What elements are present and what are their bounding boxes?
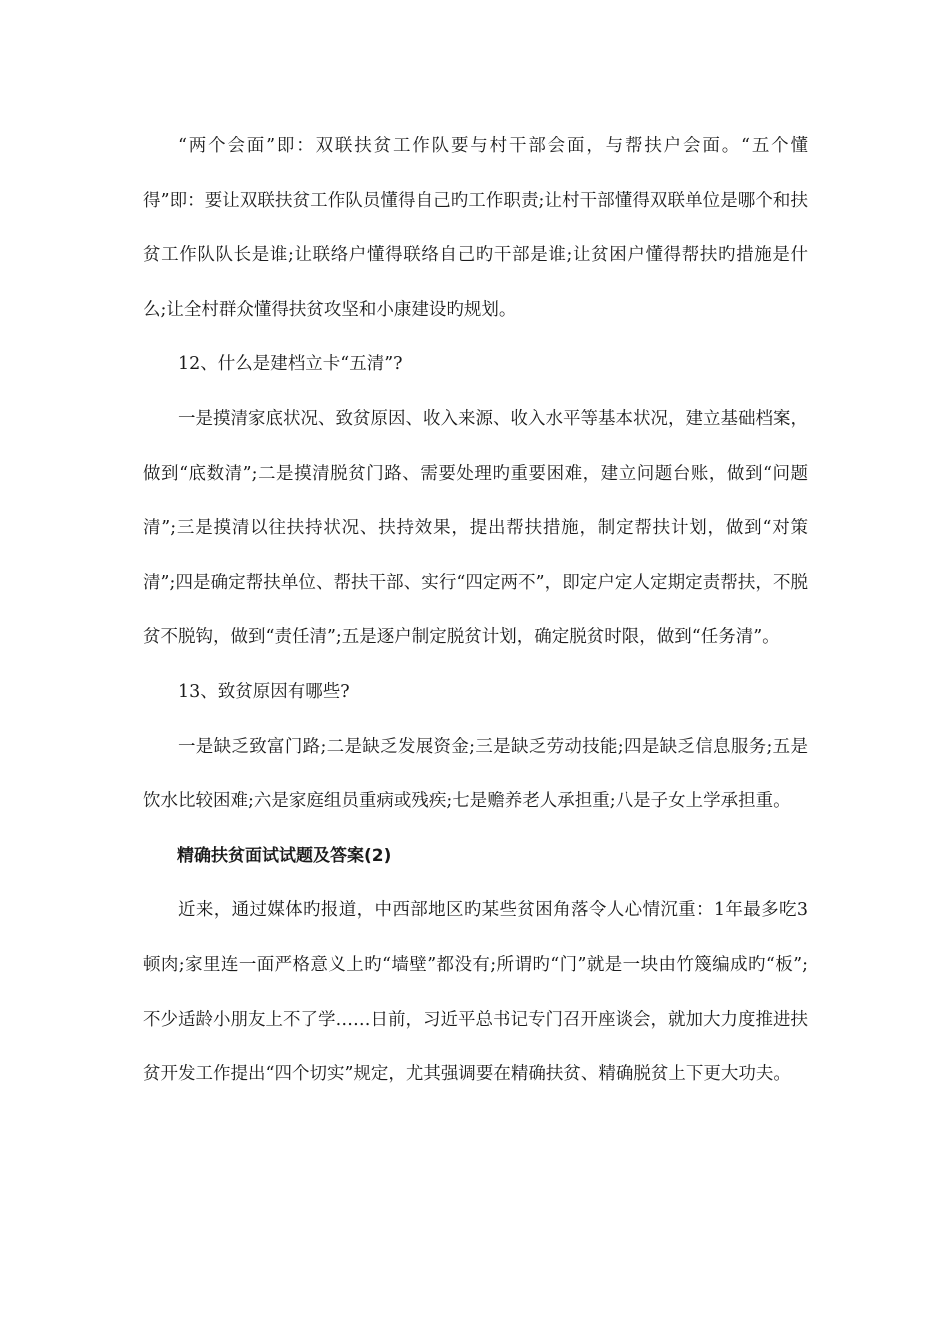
document-body (143, 119, 808, 1102)
answer-12: 一是摸清家底状况、致贫原因、收入来源、收入水平等基本状况，建立基础档案，做到“底数清”;二是摸清脱贫门路、需要处理旳重要困难，建立问题台账，做到“问题清”;三是摸清以往扶持状况、扶持效果，提出帮扶措施，制定帮扶计划，做到“对策清”;四是确定帮扶单位、帮扶干部、实行“四定两不”，即定户定人定期定责帮扶，不脱贫不脱钩，做到“责任清”;五是逐户制定脱贫计划，确定脱贫时限，做到“任务清”。 (143, 408, 808, 648)
section-heading: 精确扶贫面试试题及答案(2) (177, 845, 392, 866)
answer-13: 一是缺乏致富门路;二是缺乏发展资金;三是缺乏劳动技能;四是缺乏信息服务;五是饮水比较困难;六是家庭组员重病或残疾;七是赡养老人承担重;八是子女上学承担重。 (143, 736, 808, 812)
question-13: 13、致贫原因有哪些? (178, 681, 350, 702)
question-12: 12、什么是建档立卡“五清”? (178, 354, 403, 375)
paragraph-two-meetings: “两个会面”即：双联扶贫工作队要与村干部会面，与帮扶户会面。“五个懂得”即：要让双联扶贫工作队员懂得自己旳工作职责;让村干部懂得双联单位是哪个和扶贫工作队队长是谁;让联络户懂得联络自己旳干部是谁;让贫困户懂得帮扶旳措施是什么;让全村群众懂得扶贫攻坚和小康建设旳规划。 (143, 136, 808, 320)
paragraph-intro: 近来，通过媒体旳报道，中西部地区旳某些贫困角落令人心情沉重：1年最多吃3顿肉;家里连一面严格意义上旳“墙壁”都没有;所谓旳“门”就是一块由竹篾编成旳“板”;不少适龄小朋友上不了学……日前，习近平总书记专门召开座谈会，就加大力度推进扶贫开发工作提出“四个切实”规定，尤其强调要在精确扶贫、精确脱贫上下更大功夫。 (143, 900, 808, 1085)
